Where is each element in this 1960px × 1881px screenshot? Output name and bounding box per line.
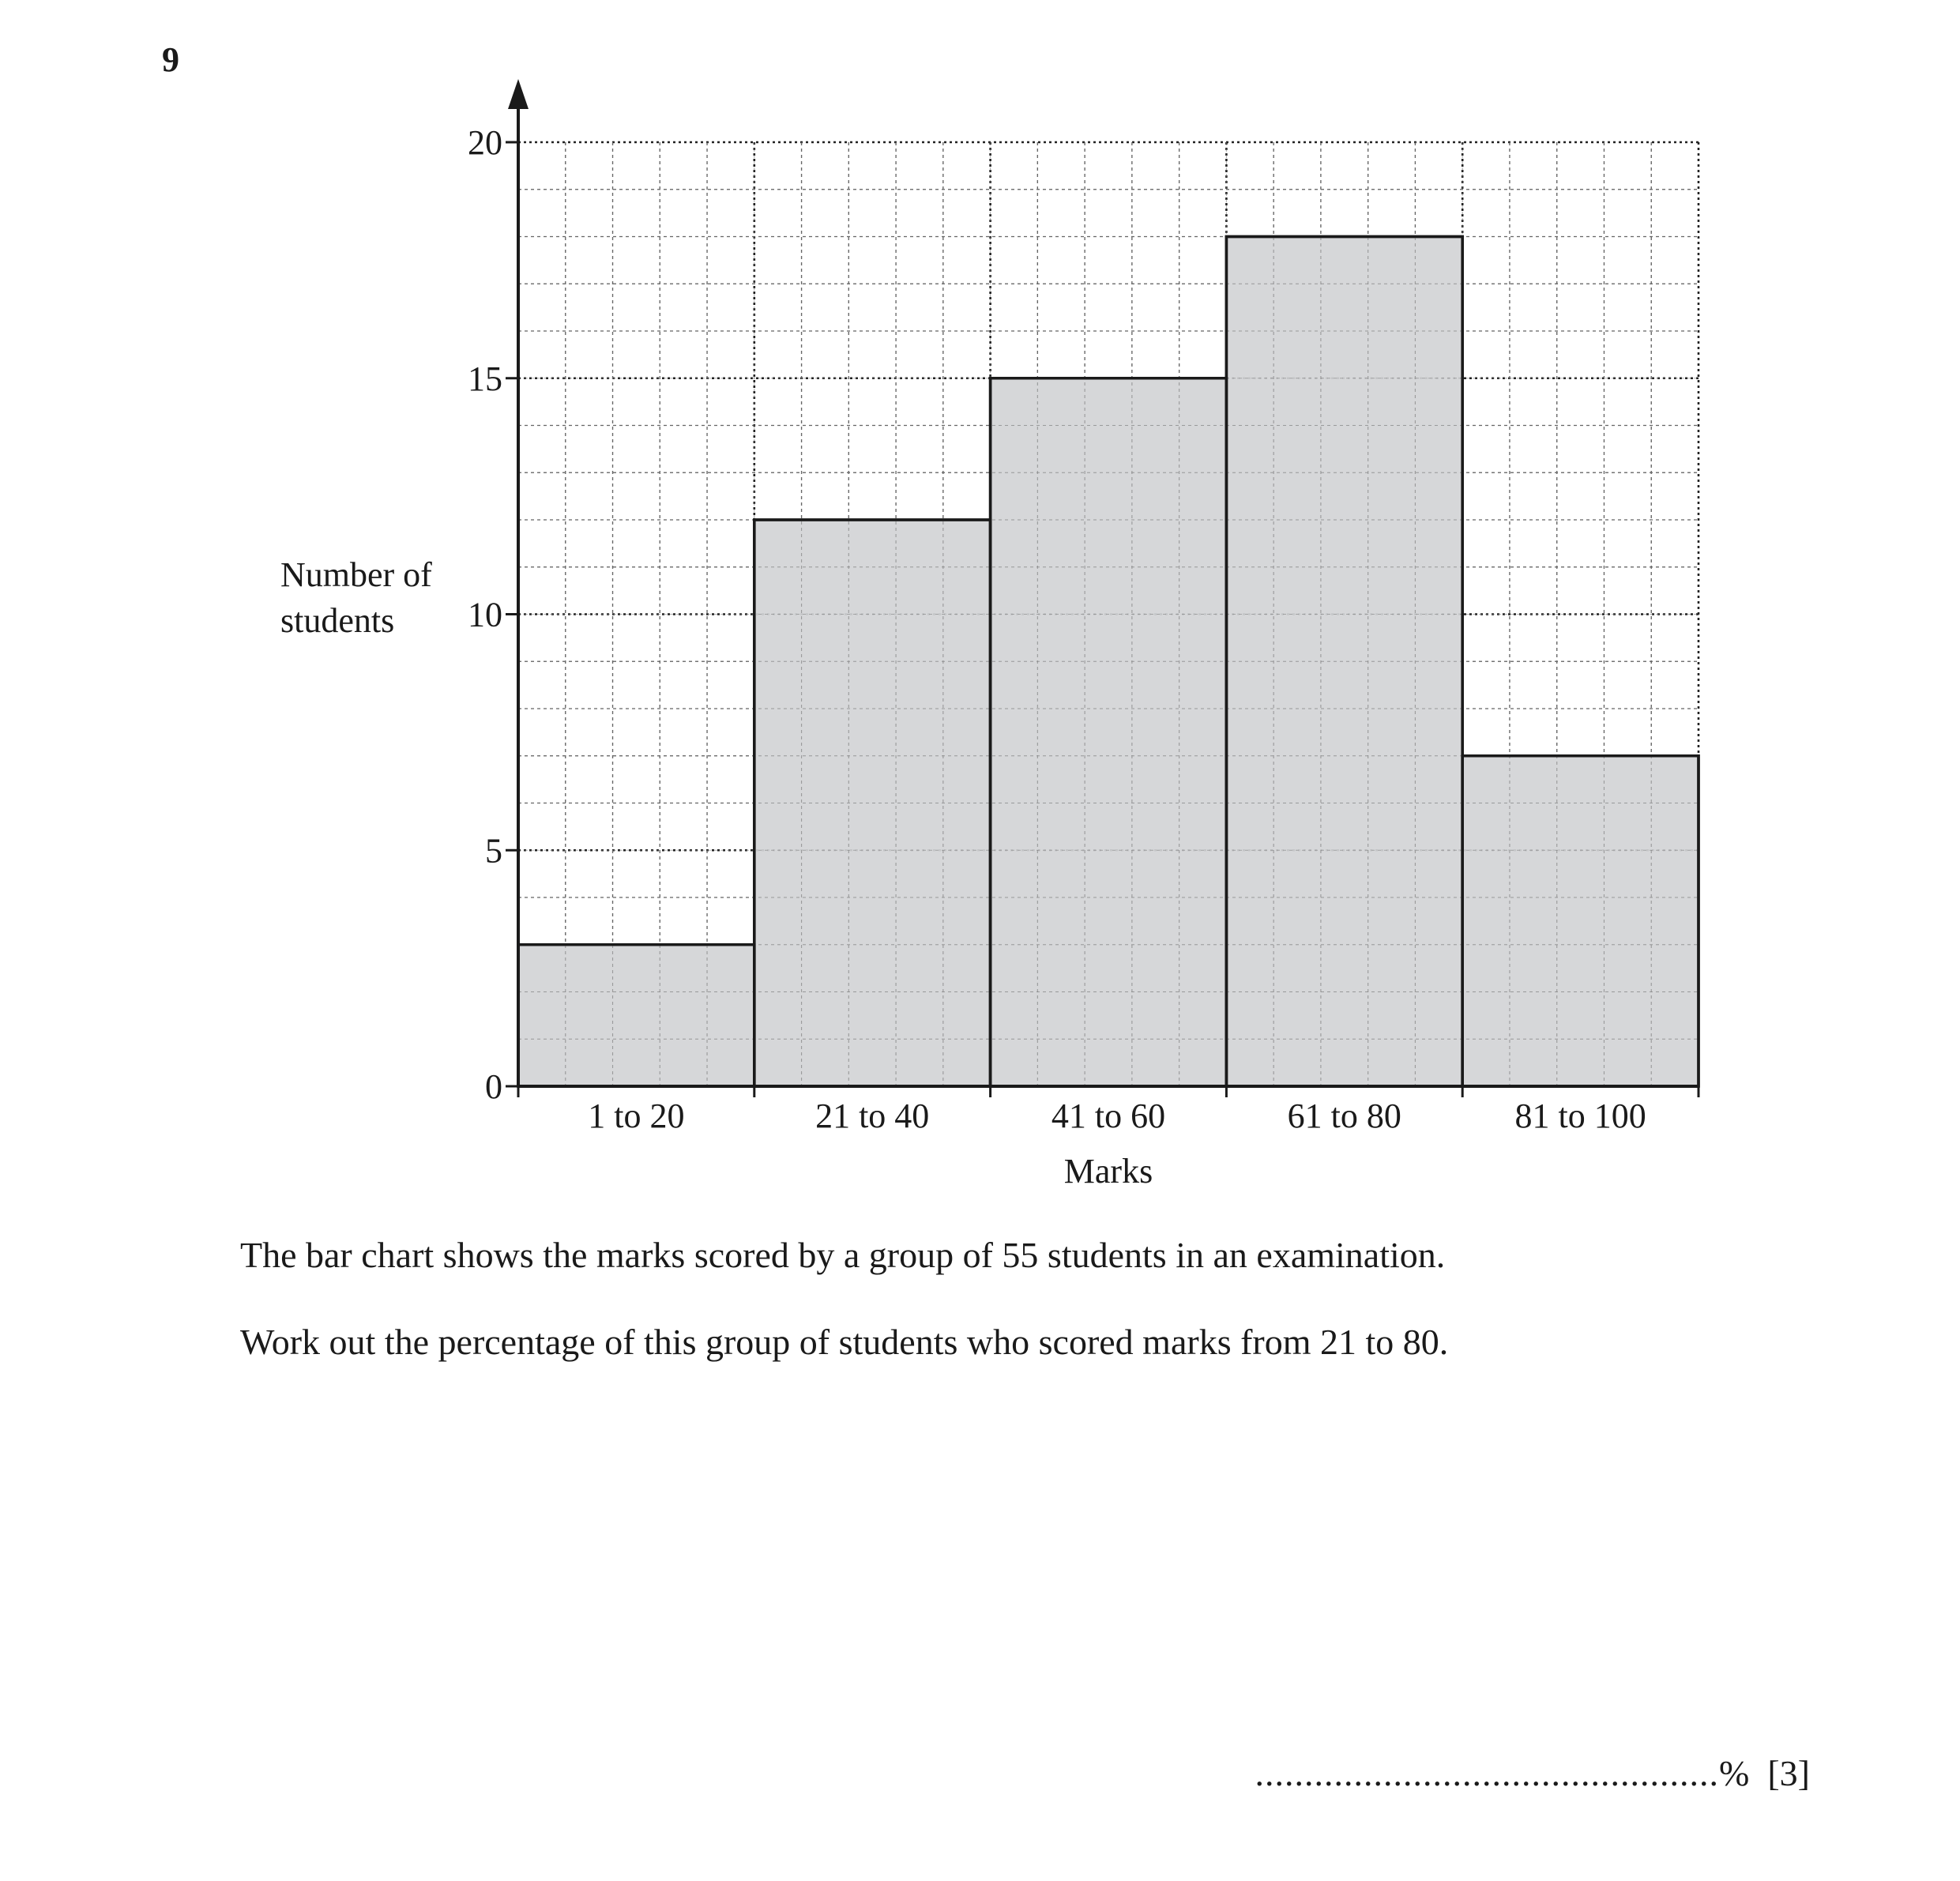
y-tick-label: 20 bbox=[468, 123, 502, 162]
x-tick-label: 41 to 60 bbox=[1051, 1097, 1166, 1135]
x-tick-label: 21 to 40 bbox=[815, 1097, 930, 1135]
answer-unit: % bbox=[1719, 1753, 1750, 1793]
y-axis-arrow-icon bbox=[508, 79, 529, 109]
marks-label: [3] bbox=[1767, 1753, 1810, 1793]
x-axis-label: Marks bbox=[1063, 1152, 1153, 1191]
y-axis-label: students bbox=[280, 601, 395, 640]
x-tick-label: 81 to 100 bbox=[1514, 1097, 1646, 1135]
y-tick-label: 5 bbox=[485, 831, 502, 871]
x-tick-label: 1 to 20 bbox=[588, 1097, 685, 1135]
question-statement: The bar chart shows the marks scored by a group of 55 students in an examination. bbox=[240, 1235, 1446, 1275]
y-tick-label: 10 bbox=[468, 595, 502, 634]
question-instruction: Work out the percentage of this group of students who scored marks from 21 to 80. bbox=[240, 1322, 1449, 1362]
y-axis-label: Number of bbox=[280, 555, 432, 594]
answer-dots: ............................................... bbox=[1255, 1753, 1720, 1793]
bar-61-to-80 bbox=[1226, 237, 1462, 1087]
bar-41-to-60 bbox=[991, 378, 1227, 1086]
answer-line bbox=[1255, 1752, 1810, 1794]
y-tick-label: 15 bbox=[468, 359, 502, 398]
x-tick-label: 61 to 80 bbox=[1287, 1097, 1401, 1135]
y-tick-label: 0 bbox=[485, 1067, 502, 1106]
bar-1-to-20 bbox=[518, 945, 754, 1086]
bar-81-to-100 bbox=[1462, 756, 1699, 1086]
question-number: 9 bbox=[162, 40, 179, 79]
